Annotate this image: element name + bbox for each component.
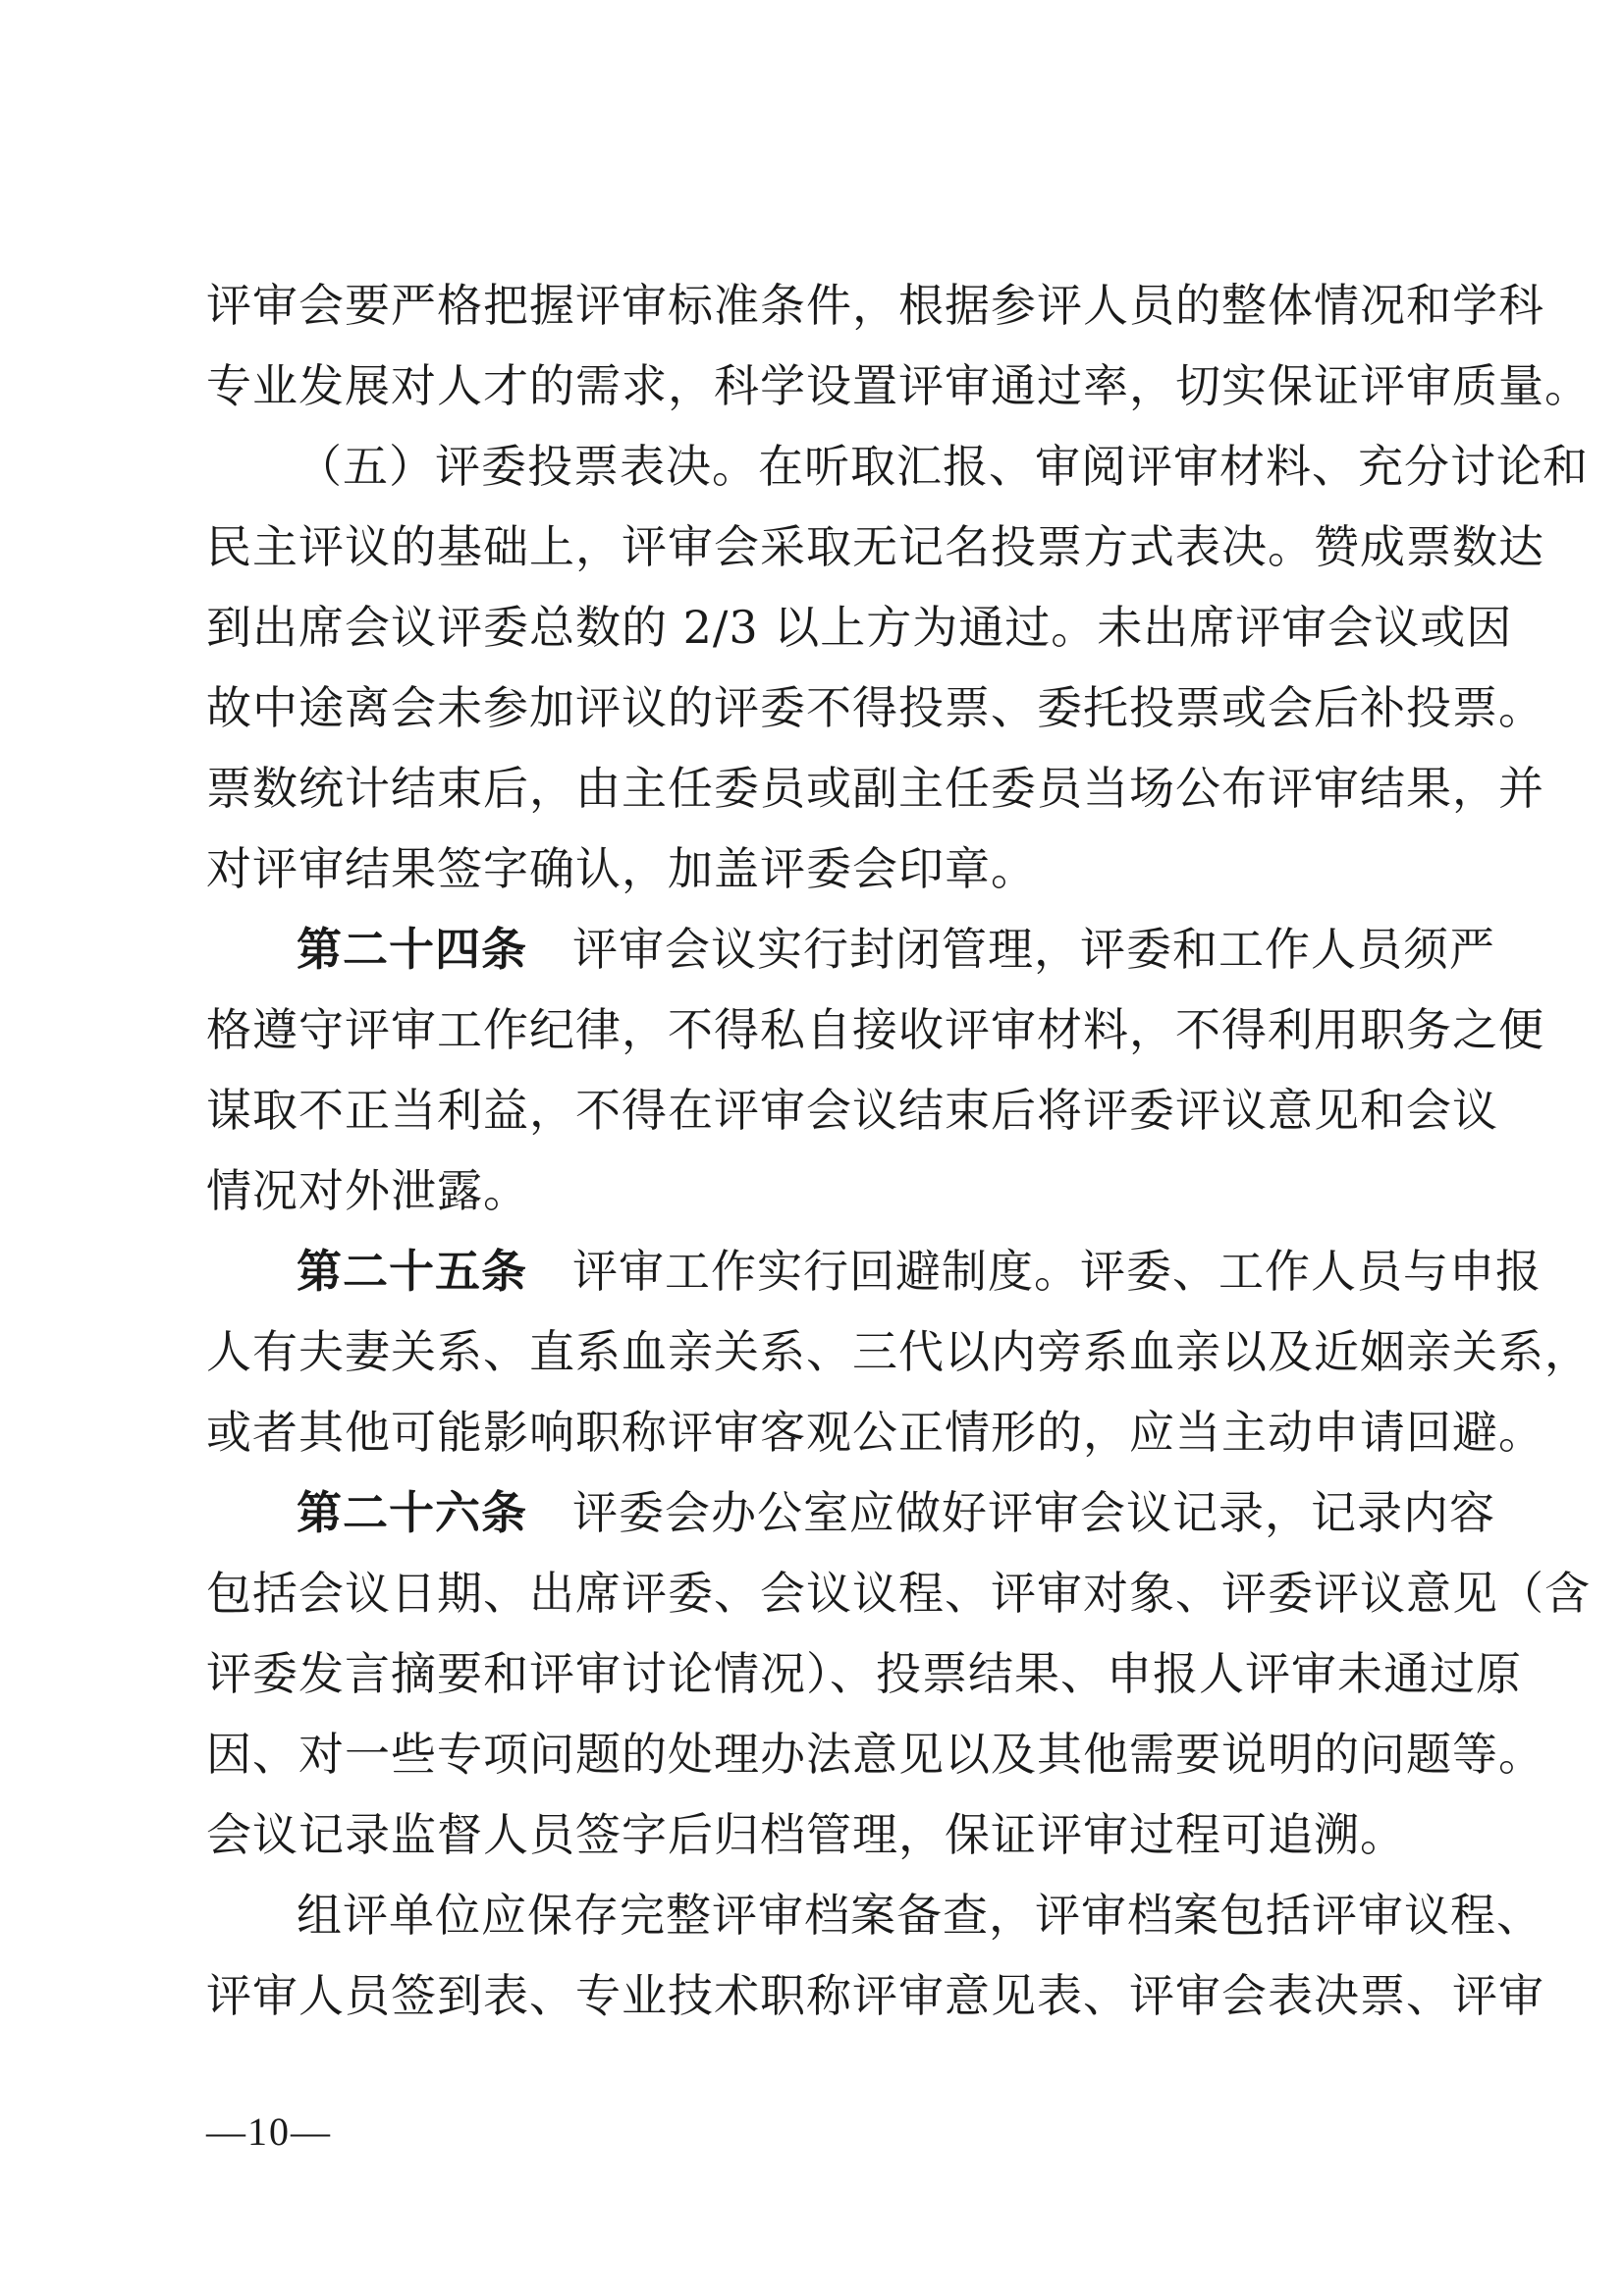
text-line: 评委会办公室应做好评审会议记录，记录内容 — [572, 1486, 1495, 1539]
text-line: 到出席会议评委总数的 2/3 以上方为通过。未出席评审会议或因 — [206, 601, 1513, 654]
text-line: 专业发展对人才的需求，科学设置评审通过率，切实保证评审质量。 — [206, 359, 1591, 412]
text-line: 人有夫妻关系、直系血亲关系、三代以内旁系血亲以及近姻亲关系， — [206, 1325, 1591, 1378]
article-26-first-line — [206, 1472, 1495, 1553]
article-25-first-line — [206, 1231, 1542, 1311]
article-24-first-line — [206, 909, 1495, 989]
text-line: 评审会议实行封闭管理，评委和工作人员须严 — [572, 923, 1495, 976]
article-26-label: 第二十六条 — [297, 1486, 527, 1539]
text-line: （五）评委投票表决。在听取汇报、审阅评审材料、充分讨论和 — [297, 440, 1589, 493]
text-line: 评委发言摘要和评审讨论情况）、投票结果、申报人评审未通过原 — [206, 1647, 1522, 1700]
text-line: 票数统计结束后，由主任委员或副主任委员当场公布评审结果，并 — [206, 762, 1544, 815]
article-25-label: 第二十五条 — [297, 1245, 527, 1298]
document-body — [206, 265, 1591, 2036]
text-line: 评审会要严格把握评审标准条件，根据参评人员的整体情况和学科 — [206, 279, 1544, 332]
text-line: 评审工作实行回避制度。评委、工作人员与申报 — [572, 1245, 1542, 1298]
text-line: 情况对外泄露。 — [206, 1164, 529, 1217]
text-line: 格遵守评审工作纪律，不得私自接收评审材料，不得利用职务之便 — [206, 1003, 1544, 1056]
text-line: 谋取不正当利益，不得在评审会议结束后将评委评议意见和会议 — [206, 1084, 1498, 1137]
text-line: 故中途离会未参加评议的评委不得投票、委托投票或会后补投票。 — [206, 681, 1544, 734]
article-24-label: 第二十四条 — [297, 923, 527, 976]
text-line: 包括会议日期、出席评委、会议议程、评审对象、评委评议意见（含 — [206, 1567, 1591, 1620]
text-line: 评审人员签到表、专业技术职称评审意见表、评审会表决票、评审 — [206, 1969, 1544, 2022]
text-line: 民主评议的基础上，评审会采取无记名投票方式表决。赞成票数达 — [206, 520, 1544, 573]
text-line: 因、对一些专项问题的处理办法意见以及其他需要说明的问题等。 — [206, 1728, 1544, 1781]
text-line: 对评审结果签字确认，加盖评委会印章。 — [206, 842, 1037, 895]
page-number: —10— — [206, 2109, 332, 2154]
text-line: 或者其他可能影响职称评审客观公正情形的，应当主动申请回避。 — [206, 1406, 1544, 1459]
text-line: 会议记录监督人员签字后归档管理，保证评审过程可追溯。 — [206, 1808, 1406, 1861]
text-line: 组评单位应保存完整评审档案备查，评审档案包括评审议程、 — [297, 1889, 1543, 1942]
